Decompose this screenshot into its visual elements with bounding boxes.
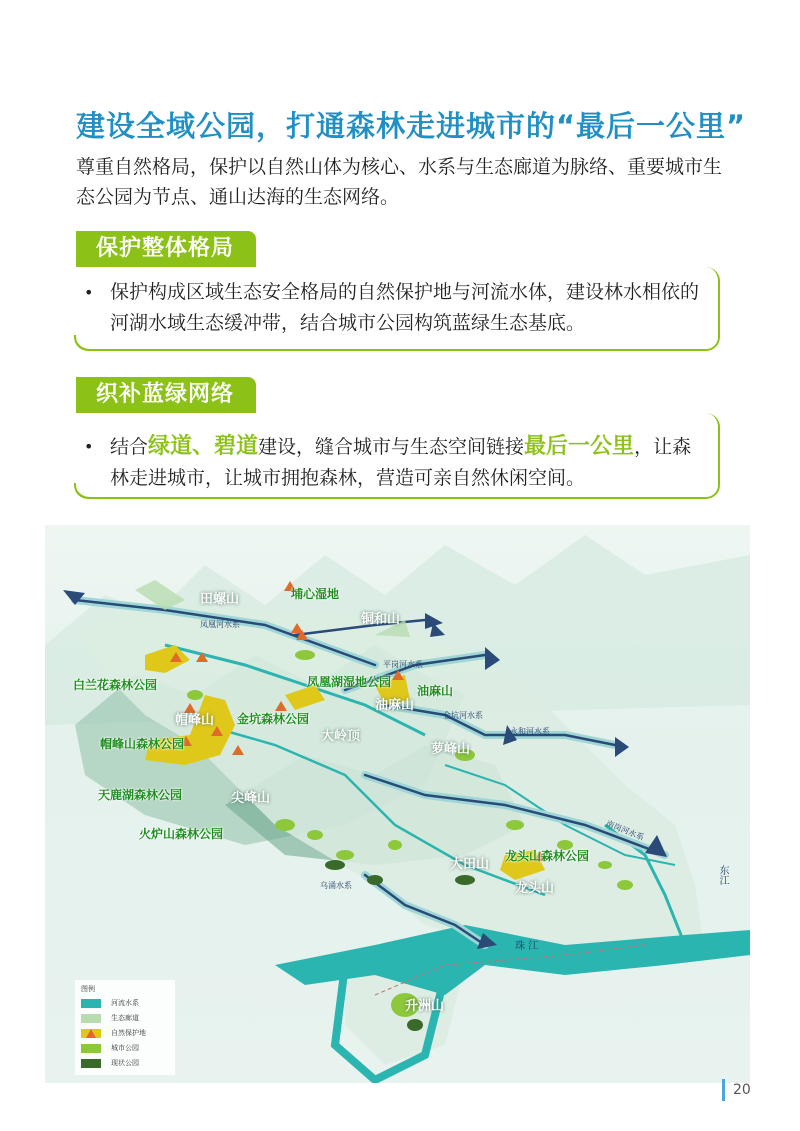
label-pinggang-river: 平岗河水系 — [383, 660, 423, 669]
existing-park-swatch-icon — [81, 1059, 101, 1068]
legend-item-corridor — [81, 1013, 139, 1023]
text-part: 建设，缝合城市与生态空间链接 — [258, 436, 525, 458]
highlight-last-mile: 最后一公里 — [524, 434, 635, 459]
label-youmashan: 油麻山 — [375, 698, 415, 713]
bullet-text: 保护构成区域生态安全格局的自然保护地与河流水体，建设林水相依的河湖水域生态缓冲带，结合城市公园构筑蓝绿生态基底。 — [110, 281, 700, 334]
section-box-protect — [76, 267, 720, 351]
section-box-network — [76, 413, 720, 499]
legend-item-existing-park — [81, 1058, 139, 1068]
label-longtoushan-park: 龙头山森林公园 — [505, 849, 590, 863]
label-maofeng-park: 帽峰山森林公园 — [100, 737, 185, 751]
label-tonghe-shan: 铜和山 — [361, 612, 401, 627]
highlight-greenway: 绿道、碧道 — [148, 434, 259, 459]
legend-item-reserve — [81, 1028, 146, 1038]
bullet-icon: • — [84, 283, 94, 302]
corridor-swatch-icon — [81, 1014, 101, 1023]
page-title: 建设全域公园，打通森林走进城市的“最后一公里” — [76, 109, 747, 143]
legend-label: 城市公园 — [111, 1044, 139, 1052]
label-tianluhu-park: 天鹿湖森林公园 — [98, 788, 183, 802]
label-luofengshan: 萝峰山 — [431, 742, 471, 757]
bullet-text — [110, 431, 706, 494]
intro-paragraph: 尊重自然格局，保护以自然山体为核心、水系与生态廊道为脉络、重要城市生态公园为节点、通山达海的生态网络。 — [76, 156, 723, 208]
page-number: 20 — [733, 1082, 751, 1098]
legend-item-river — [81, 998, 139, 1008]
label-dalingding: 大岭顶 — [321, 729, 361, 744]
label-zhujiang: 珠 江 — [515, 941, 539, 952]
label-shengzhoushan: 升洲山 — [405, 999, 445, 1014]
label-wuyong-river: 乌涌水系 — [320, 881, 352, 890]
legend-label: 自然保护地 — [111, 1029, 146, 1037]
label-youmashan-north: 油麻山 — [417, 684, 454, 698]
map-legend — [75, 980, 175, 1075]
page-number-bar — [722, 1079, 725, 1101]
label-jinkeng-park: 金坑森林公园 — [237, 712, 310, 726]
text-part: 结合 — [110, 436, 149, 458]
label-tianluoshan: 田螺山 — [200, 592, 240, 607]
label-jinkeng-river: 金坑河水系 — [443, 711, 483, 720]
legend-label: 生态廊道 — [111, 1014, 139, 1022]
label-longtoushan: 龙头山 — [515, 881, 555, 896]
section-heading-protect: 保护整体格局 — [76, 231, 256, 267]
label-huolushan-park: 火炉山森林公园 — [139, 827, 224, 841]
legend-label: 现状公园 — [111, 1059, 139, 1067]
park-swatch-icon — [81, 1044, 101, 1053]
section-heading-network: 织补蓝绿网络 — [76, 377, 256, 413]
label-jianfengshan: 尖峰山 — [231, 791, 271, 806]
reserve-triangle-icon — [81, 1029, 101, 1038]
label-dongjiang: 东江 — [717, 865, 728, 885]
bullet-icon: • — [84, 437, 94, 456]
label-maofengshan: 帽峰山 — [175, 713, 215, 728]
legend-title: 图例 — [81, 985, 95, 993]
legend-label: 河流水系 — [111, 999, 139, 1007]
text-part: ，让森林走进城市，让城市拥抱森林，营造可亲自然休闲空间。 — [110, 436, 692, 489]
legend-item-city-park — [81, 1043, 139, 1053]
label-nangang-river: 南岗河水系 — [604, 818, 646, 843]
label-yonghe-river: 永和河水系 — [510, 727, 550, 736]
label-datianshan: 大田山 — [450, 857, 490, 872]
river-swatch-icon — [81, 999, 101, 1008]
label-bailanhua-park: 白兰花森林公园 — [73, 678, 158, 692]
bullet-item — [84, 431, 706, 494]
ecological-network-map — [45, 525, 750, 1083]
label-fenghuanghu-park: 凤凰湖湿地公园 — [307, 675, 392, 689]
bullet-item — [84, 277, 706, 339]
label-puxin-wetland: 埔心湿地 — [291, 587, 340, 601]
label-fenghuang-river: 凤凰河水系 — [200, 620, 240, 629]
